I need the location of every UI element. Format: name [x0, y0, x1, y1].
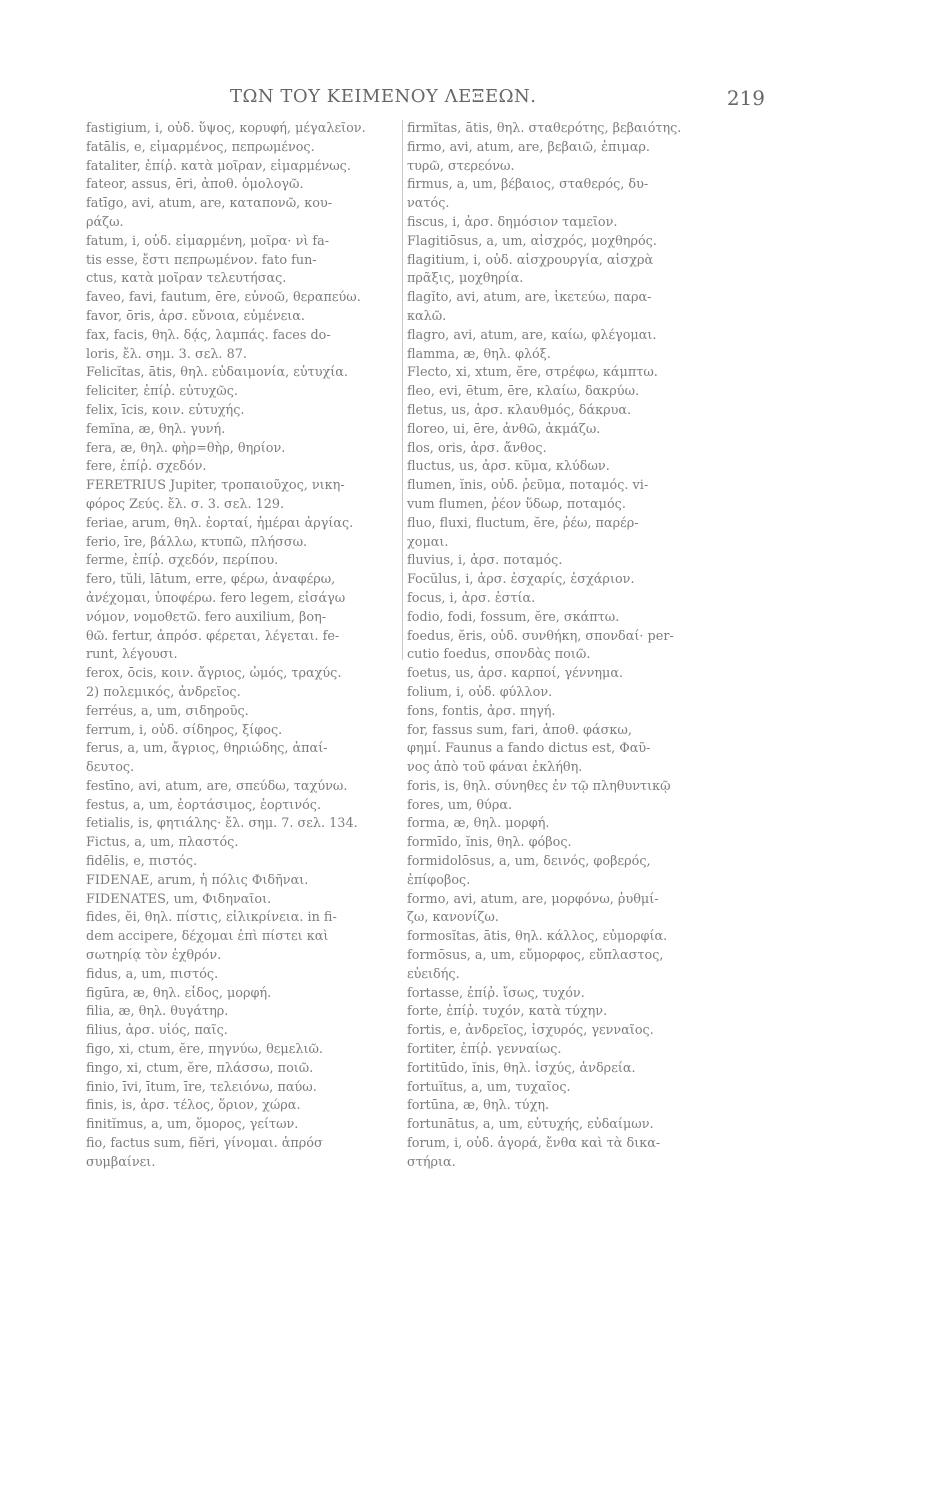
entry-line: Flecto, xi, xtum, ĕre, στρέφω, κάμπτω. — [407, 365, 658, 381]
entry-line: flumen, ĭnis, οὐδ. ῥεῦμα, ποταμός. vi- — [407, 478, 649, 494]
entry-line: fatālis, e, εἱμαρμένος, πεπρωμένος. — [86, 139, 315, 155]
entry-line: for, fassus sum, fari, ἀποθ. φάσκω, — [407, 722, 632, 738]
entry-line: φημί. Faunus a fando dictus est, Φαῦ- — [407, 741, 651, 757]
entry-line: flagĭto, avi, atum, are, ἱκετεύω, παρα- — [407, 290, 652, 306]
entry-line: φόρος Ζεύς. ἔλ. σ. 3. σελ. 129. — [86, 496, 285, 512]
entry-line: fortis, e, ἀνδρεῖος, ἰσχυρός, γενναῖος. — [407, 1023, 654, 1039]
running-title: ΤΩΝ ΤΟΥ ΚΕΙΜΕΝΟΥ ΛΕΞΕΩΝ. — [230, 86, 537, 107]
entry-line: foedus, ĕris, οὐδ. συνθήκη, σπονδαί· per- — [407, 628, 674, 644]
entry-line: formidolōsus, a, um, δεινός, φοβερός, — [407, 854, 651, 870]
entry-line: forma, æ, θηλ. μορφή. — [407, 816, 550, 832]
entry-line: finio, īvi, ītum, īre, τελειόνω, παύω. — [86, 1079, 317, 1095]
entry-line: fiscus, i, ἀρσ. δημόσιον ταμεῖον. — [407, 214, 618, 230]
entry-line: favor, ōris, ἀρσ. εὔνοια, εὐμένεια. — [86, 308, 305, 324]
entry-line: fons, fontis, ἀρσ. πηγή. — [407, 703, 556, 719]
entry-line: fletus, us, ἀρσ. κλαυθμός, δάκρυα. — [407, 402, 632, 418]
entry-line: ράζω. — [86, 214, 124, 230]
entry-line: ferox, ōcis, κοιν. ἄγριος, ὠμός, τραχύς. — [86, 666, 342, 682]
entry-line: νατός. — [407, 196, 450, 212]
entry-line: formo, avi, atum, are, μορφόνω, ῥυθμί- — [407, 891, 659, 907]
entry-line: fidēlis, e, πιστός. — [86, 854, 198, 870]
entry-line: ferme, ἐπίῤ. σχεδόν, περίπου. — [86, 553, 279, 569]
entry-line: πρᾶξις, μοχθηρία. — [407, 271, 524, 287]
entry-line: θῶ. fertur, ἀπρόσ. φέρεται, λέγεται. fe- — [86, 628, 340, 644]
entry-line: fortuĭtus, a, um, τυχαῖος. — [407, 1079, 571, 1095]
entry-line: foris, is, θηλ. σύνηθες ἐν τῷ πληθυντικῷ — [407, 778, 671, 794]
entry-line: ἐπίφοβος. — [407, 872, 471, 888]
entry-line: figo, xi, ctum, ĕre, πηγνύω, θεμελιῶ. — [86, 1042, 323, 1058]
entry-line: ctus, κατὰ μοῖραν τελευτήσας. — [86, 271, 287, 287]
entry-line: χομαι. — [407, 534, 449, 550]
entry-line: figūra, æ, θηλ. εἶδος, μορφή. — [86, 985, 272, 1001]
left-column — [86, 120, 404, 1173]
entry-line: ἀνέχομαι, ὑποφέρω. fero legem, εἰσάγω — [86, 590, 346, 606]
entry-line: forum, i, οὐδ. ἀγορά, ἔνθα καὶ τὰ δικα- — [407, 1136, 661, 1152]
entry-line: folium, i, οὐδ. φύλλον. — [407, 684, 553, 700]
entry-line: δευτος. — [86, 760, 135, 776]
entry-line: fidus, a, um, πιστός. — [86, 966, 219, 982]
entry-line: ferus, a, um, ἄγριος, θηριώδης, ἀπαί- — [86, 741, 328, 757]
entry-line: faveo, favi, fautum, ēre, εὐνοῶ, θεραπεύω. — [86, 290, 361, 306]
entry-line: firmĭtas, ātis, θηλ. σταθερότης, βεβαιότης. — [407, 121, 682, 136]
entry-line: συμβαίνει. — [86, 1154, 156, 1170]
entry-line: ferréus, a, um, σιδηροῦς. — [86, 703, 249, 719]
entry-line: Flagitiōsus, a, um, αἰσχρός, μοχθηρός. — [407, 233, 657, 249]
entry-line: filia, æ, θηλ. θυγάτηρ. — [86, 1004, 229, 1020]
entry-line: floreo, ui, ēre, ἀνθῶ, ἀκμάζω. — [407, 421, 601, 437]
entry-line: τυρῶ, στερεόνω. — [407, 158, 515, 174]
entry-line: σωτηρίᾳ τὸν ἐχθρόν. — [86, 948, 222, 964]
entry-line: fio, factus sum, fiĕri, γίνομαι. ἀπρόσ — [86, 1136, 323, 1152]
page-header — [85, 86, 765, 116]
entry-line: flamma, æ, θηλ. φλόξ. — [407, 346, 551, 362]
entry-line: festus, a, um, ἑορτάσιμος, ἑορτινός. — [86, 797, 322, 813]
entry-line: 2) πολεμικός, ἀνδρεῖος. — [86, 684, 241, 700]
entry-line: FIDENAE, arum, ἡ πόλις Φιδῆναι. — [86, 872, 309, 888]
entry-line: fluo, fluxi, fluctum, ĕre, ῥέω, παρέρ- — [407, 515, 639, 531]
entry-line: cutio foedus, σπονδὰς ποιῶ. — [407, 647, 591, 663]
entry-line: feliciter, ἐπίῤ. εὐτυχῶς. — [86, 384, 238, 400]
entry-line: felix, īcis, κοιν. εὐτυχής. — [86, 402, 245, 418]
entry-line: fluctus, us, ἀρσ. κῦμα, κλύδων. — [407, 459, 610, 475]
entry-line: νόμον, νομοθετῶ. fero auxilium, βοη- — [86, 609, 327, 625]
entry-line: fleo, evi, ētum, ēre, κλαίω, δακρύω. — [407, 384, 640, 400]
entry-line: ferio, īre, βάλλω, κτυπῶ, πλήσσω. — [86, 534, 308, 550]
entry-line: fastigium, i, οὐδ. ὕψος, κορυφή, μέγαλεῖον. — [86, 121, 366, 136]
entry-line: femĭna, æ, θηλ. γυνή. — [86, 421, 226, 437]
entry-line: flagro, avi, atum, are, καίω, φλέγομαι. — [407, 327, 657, 343]
entry-line: forte, ἐπίῤ. τυχόν, κατὰ τύχην. — [407, 1004, 608, 1020]
entry-line: εὐειδής. — [407, 966, 460, 982]
entry-line: Felicĭtas, ātis, θηλ. εὐδαιμονία, εὐτυχία. — [86, 365, 348, 381]
entry-line: dem accipere, δέχομαι ἐπὶ πίστει καὶ — [86, 929, 329, 945]
entry-line: fatīgo, avi, atum, are, καταπονῶ, κου- — [86, 196, 333, 212]
entry-line: fortūna, æ, θηλ. τύχη. — [407, 1098, 550, 1114]
entry-line: focus, i, ἀρσ. ἑστία. — [407, 590, 536, 606]
entry-line: firmo, avi, atum, are, βεβαιῶ, ἐπιμαρ. — [407, 139, 650, 155]
entry-line: filius, ἀρσ. υἱός, παῖς. — [86, 1023, 228, 1039]
entry-line: flos, oris, ἀρσ. ἄνθος. — [407, 440, 547, 456]
right-column — [407, 120, 767, 1173]
entry-line: fortunātus, a, um, εὐτυχής, εὐδαίμων. — [407, 1117, 654, 1133]
entry-line: FERETRIUS Jupiter, τροπαιοῦχος, νικη- — [86, 478, 345, 494]
entry-line: Focŭlus, i, ἀρσ. ἐσχαρίς, ἐσχάριον. — [407, 572, 635, 588]
page-number: 219 — [726, 86, 765, 110]
entry-line: fax, facis, θηλ. δᾴς, λαμπάς. faces do- — [86, 327, 331, 343]
entry-line: fetialis, is, φητιάλης· ἔλ. σημ. 7. σελ. 134. — [86, 816, 358, 832]
entry-line: tis esse, ἔστι πεπρωμένον. fato fun- — [86, 252, 317, 268]
column-divider — [402, 120, 403, 660]
entry-line: vum flumen, ῥέον ὕδωρ, ποταμός. — [407, 496, 626, 512]
entry-line: fodio, fodi, fossum, ĕre, σκάπτω. — [407, 609, 620, 625]
entry-line: runt, λέγουσι. — [86, 647, 178, 663]
entry-line: flagitium, i, οὐδ. αἰσχρουργία, αἰσχρὰ — [407, 252, 654, 268]
entry-line: fera, æ, θηλ. φὴρ=θὴρ, θηρίον. — [86, 440, 286, 456]
entry-line: καλῶ. — [407, 308, 447, 324]
entry-line: formosĭtas, ātis, θηλ. κάλλος, εὐμορφία. — [407, 929, 668, 945]
entry-line: fortiter, ἐπίῤ. γενναίως. — [407, 1042, 562, 1058]
entry-line: firmus, a, um, βέβαιος, σταθερός, δυ- — [407, 177, 649, 193]
entry-line: fataliter, ἐπίῤ. κατὰ μοῖραν, εἱμαρμένως. — [86, 158, 351, 174]
entry-line: fero, tŭli, lātum, erre, φέρω, ἀναφέρω, — [86, 572, 336, 588]
entry-line: fere, ἐπίῤ. σχεδόν. — [86, 459, 207, 475]
entry-line: fortasse, ἐπίῤ. ἴσως, τυχόν. — [407, 985, 585, 1001]
entry-line: ferrum, i, οὐδ. σίδηρος, ξίφος. — [86, 722, 283, 738]
entry-line: Fictus, a, um, πλαστός. — [86, 835, 239, 851]
entry-line: formōsus, a, um, εὔμορφος, εὔπλαστος, — [407, 948, 664, 964]
entry-line: fortitūdo, ĭnis, θηλ. ἰσχύς, ἀνδρεία. — [407, 1060, 636, 1076]
entry-line: fatum, i, οὐδ. εἱμαρμένη, μοῖρα· νὶ fa- — [86, 233, 330, 249]
entry-line: fingo, xi, ctum, ĕre, πλάσσω, ποιῶ. — [86, 1060, 314, 1076]
entry-line: feriae, arum, θηλ. ἑορταί, ἡμέραι ἀργίας. — [86, 515, 354, 531]
entry-line: finis, is, ἀρσ. τέλος, ὅριον, χώρα. — [86, 1098, 301, 1114]
entry-line: fides, ĕi, θηλ. πίστις, εἰλικρίνεια. in fi- — [86, 910, 337, 926]
entry-line: foetus, us, ἀρσ. καρποί, γέννημα. — [407, 666, 624, 682]
entry-line: finitĭmus, a, um, ὅμορος, γείτων. — [86, 1117, 299, 1133]
entry-line: festīno, avi, atum, are, σπεύδω, ταχύνω. — [86, 778, 348, 794]
entry-line: fateor, assus, ēri, ἀποθ. ὁμολογῶ. — [86, 177, 304, 193]
entry-line: νος ἀπὸ τοῦ φάναι ἐκλήθη. — [407, 760, 583, 776]
entry-line: fluvius, i, ἀρσ. ποταμός. — [407, 553, 563, 569]
entry-line: στήρια. — [407, 1154, 456, 1170]
entry-line: ζω, κανονίζω. — [407, 910, 499, 926]
entry-line: loris, ἔλ. σημ. 3. σελ. 87. — [86, 346, 247, 362]
entry-line: fores, um, θύρα. — [407, 797, 513, 813]
entry-line: formīdo, ĭnis, θηλ. φόβος. — [407, 835, 572, 851]
entry-line: FIDENATES, um, Φιδηναῖοι. — [86, 891, 272, 907]
